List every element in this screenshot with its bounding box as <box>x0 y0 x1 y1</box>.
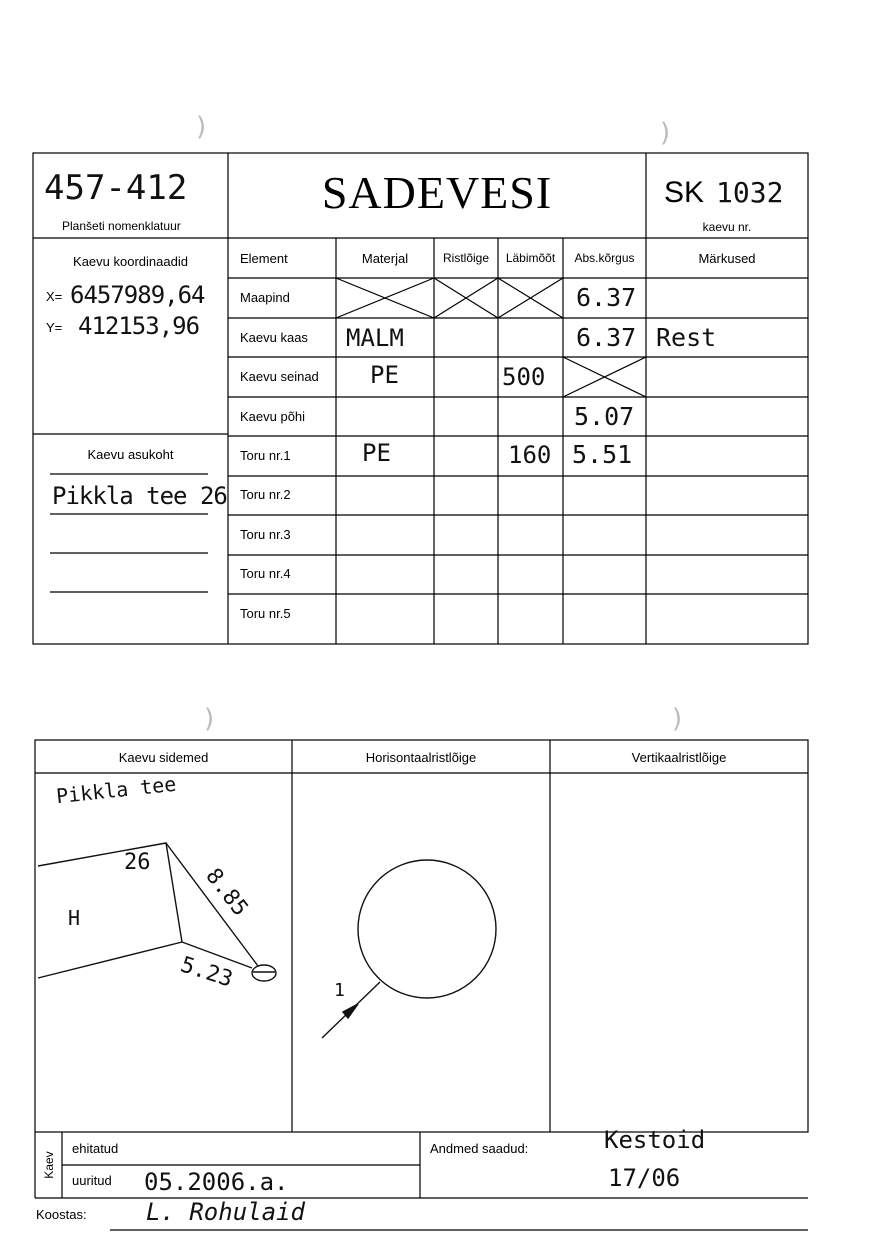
well-label: kaevu nr. <box>702 220 752 234</box>
koostas-value: L. Rohulaid <box>146 1198 305 1226</box>
table-cell-labimoot: 160 <box>508 441 552 469</box>
ehitatud-label: ehitatud <box>72 1141 119 1156</box>
table-row-element: Maapind <box>240 290 290 305</box>
header-element: Element <box>240 251 288 266</box>
kaev-label: Kaev <box>42 1151 56 1179</box>
table-cell-abs: 6.37 <box>576 323 637 352</box>
well-number: 1032 <box>716 176 784 209</box>
punch-mark: ) <box>660 118 671 148</box>
well-prefix: SK <box>664 176 705 209</box>
x-value: 6457989,64 <box>70 281 205 309</box>
table-row-element: Kaevu põhi <box>240 409 306 424</box>
pipe-label: 1 <box>334 980 345 1001</box>
sketch-house-number: 26 <box>124 850 151 875</box>
table-cell-markused: Rest <box>656 323 717 352</box>
koostas-label: Koostas: <box>36 1207 87 1222</box>
uuritud-label: uuritud <box>72 1173 112 1188</box>
nomenclature-value: 457-412 <box>44 168 188 208</box>
y-value: 412153,96 <box>78 312 200 340</box>
uuritud-value: 05.2006.a. <box>144 1168 289 1196</box>
header-materjal: Materjal <box>361 251 409 266</box>
header-ristloige: Ristlõige <box>442 251 490 265</box>
punch-mark: ) <box>196 112 207 142</box>
table-row-element: Kaevu seinad <box>240 369 319 384</box>
sketch-header-vertikaal: Vertikaalristlõige <box>631 750 727 765</box>
table-cell-abs: 5.51 <box>572 440 633 469</box>
table-cell-abs: 5.07 <box>574 402 635 431</box>
nomenclature-label: Planšeti nomenklatuur <box>62 219 181 233</box>
punch-mark: ) <box>672 704 683 734</box>
y-prefix: Y= <box>46 320 63 335</box>
table-cell-materjal: MALM <box>346 324 404 352</box>
punch-mark: ) <box>204 704 215 734</box>
sketch-distance-2: 5.23 <box>177 952 236 993</box>
table-cell-materjal: PE <box>370 361 399 389</box>
x-prefix: X= <box>46 289 63 304</box>
table-row-element: Toru nr.5 <box>240 606 291 621</box>
andmed-label: Andmed saadud: <box>430 1141 529 1156</box>
table-row-element: Toru nr.2 <box>240 487 291 502</box>
table-row-element: Kaevu kaas <box>240 330 308 345</box>
table-cell-materjal: PE <box>362 439 391 467</box>
coordinates-label: Kaevu koordinaadid <box>73 254 188 269</box>
sketch-street: Pikkla tee <box>55 771 178 809</box>
table-cell-labimoot: 500 <box>502 363 546 391</box>
table-row-element: Toru nr.3 <box>240 527 291 542</box>
sketch-distance-1: 8.85 <box>200 863 253 922</box>
sketch-header-horisontaal: Horisontaalristlõige <box>365 750 477 765</box>
andmed-value-1: Kestoid <box>604 1126 706 1154</box>
location-label: Kaevu asukoht <box>87 447 174 462</box>
table-cell-abs: 6.37 <box>576 283 637 312</box>
andmed-value-2: 17/06 <box>608 1164 681 1192</box>
table-row-element: Toru nr.1 <box>240 448 291 463</box>
header-abs-korgus: Abs.kõrgus <box>574 251 635 265</box>
header-markused: Märkused <box>698 251 756 266</box>
table-row-element: Toru nr.4 <box>240 566 291 581</box>
location-value: Pikkla tee 26 <box>52 482 227 510</box>
sketch-header-sidemed: Kaevu sidemed <box>118 750 209 765</box>
page-title: SADEVESI <box>321 167 553 218</box>
header-labimoot: Läbimõõt <box>505 251 556 265</box>
sketch-house-letter: H <box>68 906 81 930</box>
